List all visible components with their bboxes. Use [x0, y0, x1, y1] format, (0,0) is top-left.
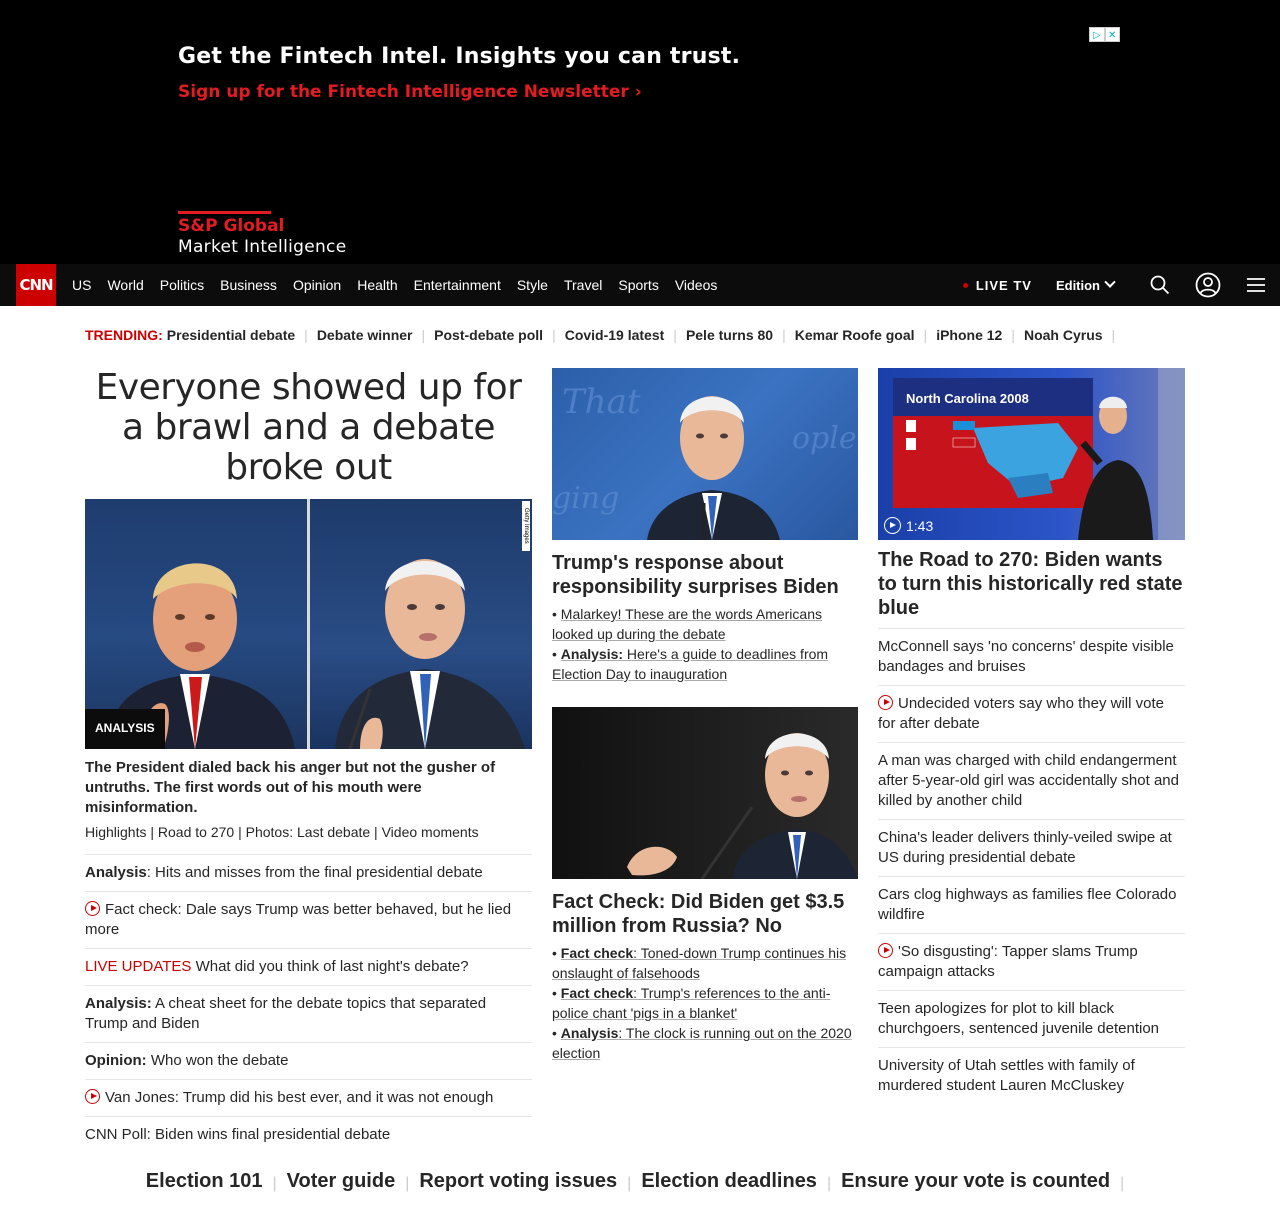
- list-item[interactable]: Undecided voters say who they will vote for after debate: [878, 685, 1185, 742]
- bullet-link[interactable]: • Fact check: Toned-down Trump continues his onslaught of falsehoods: [552, 945, 847, 981]
- hero-image[interactable]: [85, 499, 532, 749]
- nav-link-entertainment[interactable]: Entertainment: [413, 277, 501, 293]
- related-link[interactable]: Road to 270: [157, 824, 235, 840]
- election-links: Election 101 | Voter guide | Report voting issues | Election deadlines | Ensure your vote is counted |: [0, 1170, 1280, 1198]
- bullet-link[interactable]: • Analysis: Here's a guide to deadlines from Election Day to inauguration: [552, 646, 829, 682]
- list-item[interactable]: Analysis: A cheat sheet for the debate topics that separated Trump and Biden: [85, 985, 532, 1042]
- trending-link[interactable]: Kemar Roofe goal: [794, 327, 915, 343]
- related-link[interactable]: Photos: Last debate: [245, 824, 371, 840]
- user-icon: [1195, 272, 1221, 298]
- trending-label: TRENDING:: [85, 327, 163, 343]
- nav-link-world[interactable]: World: [107, 277, 144, 293]
- list-item[interactable]: CNN Poll: Biden wins final presidential debate: [85, 1116, 532, 1153]
- video-duration: 1:43: [884, 517, 933, 534]
- analysis-badge: ANALYSIS: [85, 709, 165, 749]
- story-headline[interactable]: Trump's response about responsibility surprises Biden: [552, 552, 839, 598]
- search-button[interactable]: [1136, 264, 1184, 306]
- live-tv-button[interactable]: [963, 278, 1032, 293]
- ad-choices[interactable]: [1089, 27, 1120, 42]
- lead-column: [85, 368, 532, 1153]
- story-image[interactable]: [552, 707, 858, 879]
- election-link[interactable]: Report voting issues: [419, 1170, 618, 1192]
- cnn-logo[interactable]: CNN: [16, 264, 56, 306]
- nav-link-travel[interactable]: Travel: [563, 277, 603, 293]
- ad-title: Get the Fintech Intel. Insights you can trust.: [178, 44, 741, 69]
- list-item[interactable]: Teen apologizes for plot to kill black churchgoers, sentenced juvenile detention: [878, 990, 1185, 1047]
- hero-related-links: Highlights | Road to 270 | Photos: Last debate | Video moments: [85, 824, 479, 840]
- list-item[interactable]: University of Utah settles with family of murdered student Lauren McCluskey: [878, 1047, 1185, 1104]
- nav-link-health[interactable]: Health: [357, 277, 398, 293]
- live-tv-label: LIVE TV: [975, 277, 1032, 293]
- story-bullets: [552, 604, 858, 684]
- list-item[interactable]: McConnell says 'no concerns' despite visible bandages and bruises: [878, 628, 1185, 685]
- story-bullets: [552, 943, 858, 1063]
- svg-text:That: That: [562, 382, 641, 422]
- election-link[interactable]: Voter guide: [286, 1170, 396, 1192]
- nav-link-style[interactable]: Style: [516, 277, 548, 293]
- list-item[interactable]: LIVE UPDATES What did you think of last night's debate?: [85, 948, 532, 985]
- middle-column: [552, 368, 858, 1063]
- svg-text:ople: ople: [792, 421, 857, 456]
- bullet-link[interactable]: • Malarkey! These are the words Americans looked up during the debate: [552, 606, 822, 642]
- ad-brand: S&P Global: [178, 216, 285, 236]
- list-item[interactable]: Analysis: Hits and misses from the final presidential debate: [85, 854, 532, 891]
- trending-link[interactable]: Covid-19 latest: [564, 327, 665, 343]
- trending-link[interactable]: Debate winner: [316, 327, 413, 343]
- list-item[interactable]: Opinion: Who won the debate: [85, 1042, 532, 1079]
- right-story-list: [878, 628, 1185, 1104]
- story-headline[interactable]: Fact Check: Did Biden get $3.5 million from Russia? No: [552, 891, 845, 937]
- video-thumbnail[interactable]: [878, 368, 1185, 540]
- play-icon: [878, 695, 893, 710]
- story-image[interactable]: [552, 368, 858, 540]
- biden-photo: [310, 499, 532, 749]
- list-item[interactable]: 'So disgusting': Tapper slams Trump campaign attacks: [878, 933, 1185, 990]
- list-item[interactable]: A man was charged with child endangerment after 5-year-old girl was accidentally shot and killed by another child: [878, 742, 1185, 819]
- nav-link-opinion[interactable]: Opinion: [292, 277, 342, 293]
- related-link[interactable]: Video moments: [381, 824, 479, 840]
- trending-link[interactable]: Presidential debate: [166, 327, 296, 343]
- trending-link[interactable]: iPhone 12: [936, 327, 1003, 343]
- bullet-link[interactable]: • Analysis: The clock is running out on the 2020 election: [552, 1025, 852, 1061]
- screen-title: North Carolina 2008: [906, 391, 1029, 406]
- bullet-link[interactable]: • Fact check: Trump's references to the anti-police chant 'pigs in a blanket': [552, 985, 831, 1021]
- live-dot-icon: [963, 283, 968, 288]
- search-icon: [1150, 275, 1170, 295]
- nav-link-politics[interactable]: Politics: [159, 277, 205, 293]
- ad-brand-sub: Market Intelligence: [178, 237, 347, 257]
- nav-link-sports[interactable]: Sports: [618, 277, 659, 293]
- play-icon: [878, 943, 893, 958]
- nav-link-videos[interactable]: Videos: [674, 277, 718, 293]
- election-link[interactable]: Election 101: [145, 1170, 263, 1192]
- hero-subheadline[interactable]: The President dialed back his anger but not the gusher of untruths. The first words out of his mouth were misinformation.: [85, 759, 496, 816]
- svg-text:ging: ging: [552, 481, 620, 516]
- lead-story-list: [85, 854, 532, 1153]
- edition-label: Edition: [1055, 277, 1100, 293]
- hero-headline[interactable]: Everyone showed up for a brawl and a debate broke out: [95, 367, 522, 488]
- list-item[interactable]: Fact check: Dale says Trump was better behaved, but he lied more: [85, 891, 532, 948]
- photo-credit: Getty Images: [522, 501, 530, 551]
- list-item[interactable]: Van Jones: Trump did his best ever, and it was not enough: [85, 1079, 532, 1116]
- election-link[interactable]: Ensure your vote is counted: [841, 1170, 1111, 1192]
- nav-link-business[interactable]: Business: [220, 277, 277, 293]
- menu-button[interactable]: [1232, 264, 1280, 306]
- ad-info-icon[interactable]: ▷: [1089, 27, 1105, 42]
- chevron-down-icon: [1104, 277, 1115, 288]
- trending-bar: TRENDING: Presidential debate | Debate winner | Post-debate poll | Covid-19 latest | Pele turns 80 | Kemar Roofe goal | iPhone 12 | Noah Cyrus |: [85, 327, 1116, 343]
- nav-link-us[interactable]: US: [72, 277, 92, 293]
- trending-link[interactable]: Noah Cyrus: [1023, 327, 1103, 343]
- right-column: [878, 368, 1185, 1104]
- hamburger-icon: [1246, 277, 1266, 293]
- account-button[interactable]: [1184, 264, 1232, 306]
- play-icon: [85, 901, 100, 916]
- story-headline[interactable]: The Road to 270: Biden wants to turn this historically red state blue: [878, 549, 1183, 619]
- trending-link[interactable]: Post-debate poll: [434, 327, 544, 343]
- nav-right: [963, 264, 1280, 306]
- nav-links: [64, 264, 725, 306]
- list-item[interactable]: China's leader delivers thinly-veiled swipe at US during presidential debate: [878, 819, 1185, 876]
- election-link[interactable]: Election deadlines: [641, 1170, 817, 1192]
- ad-brand-logo: [178, 211, 346, 258]
- trending-link[interactable]: Pele turns 80: [685, 327, 774, 343]
- play-icon: [884, 517, 901, 534]
- edition-dropdown[interactable]: [1056, 278, 1114, 293]
- top-nav: [0, 264, 1280, 306]
- ad-close-icon[interactable]: ✕: [1105, 27, 1121, 42]
- advertisement-banner[interactable]: [0, 0, 1280, 264]
- list-item[interactable]: Cars clog highways as families flee Colorado wildfire: [878, 876, 1185, 933]
- ad-newsletter-link[interactable]: Sign up for the Fintech Intelligence Newsletter ›: [178, 82, 642, 102]
- related-link[interactable]: Highlights: [85, 824, 147, 840]
- play-icon: [85, 1089, 100, 1104]
